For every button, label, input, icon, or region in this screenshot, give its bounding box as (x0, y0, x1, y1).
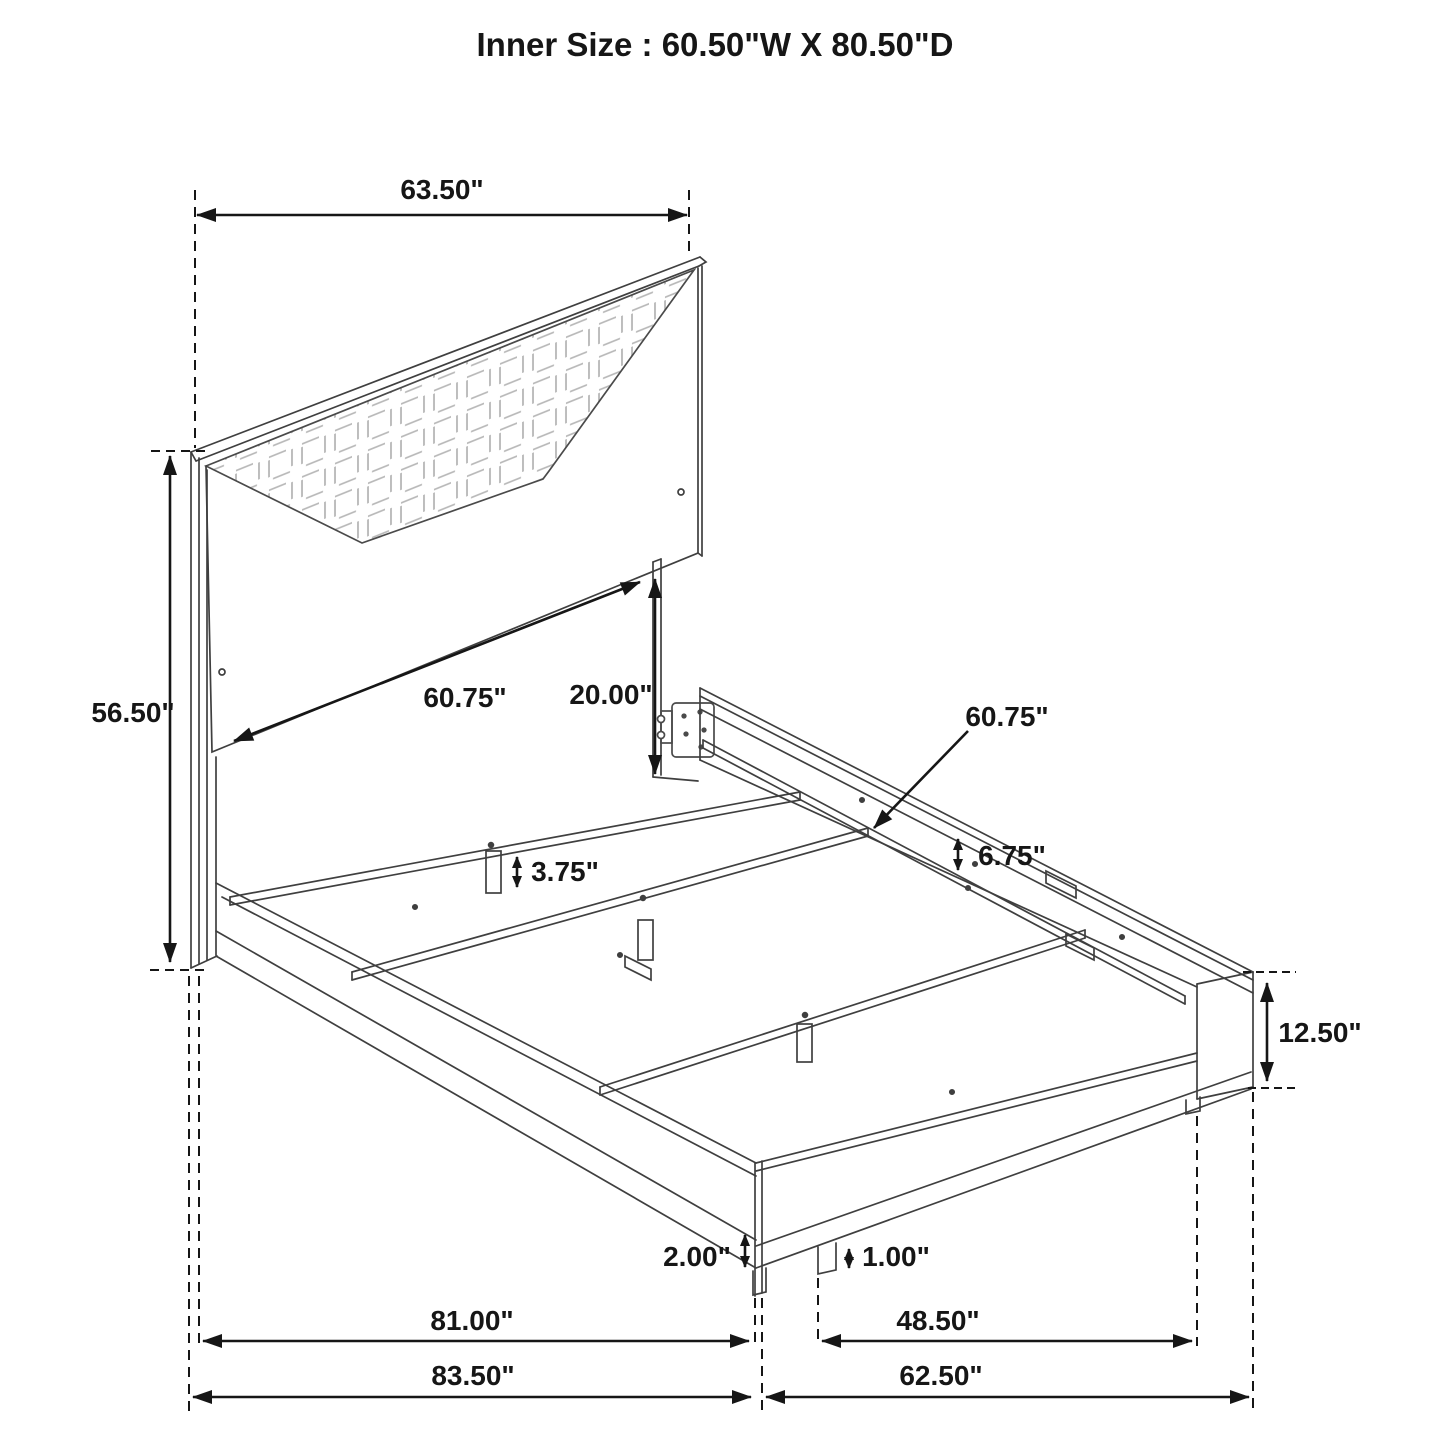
slat-2 (352, 828, 868, 980)
headboard-left-post (191, 452, 217, 968)
dim-label-panel-width: 60.75" (423, 682, 507, 713)
foot-glides (753, 1097, 1200, 1295)
dim-label-overall-width: 62.50" (899, 1360, 983, 1391)
slat-1 (230, 792, 800, 905)
dim-label-overall-length: 83.50" (431, 1360, 515, 1391)
dimension-annotations (150, 190, 1296, 1412)
dim-slat-width-pointer (874, 731, 968, 828)
footboard (755, 1053, 1251, 1296)
dim-label-foot-inner: 48.50" (896, 1305, 980, 1336)
extension-lines (189, 976, 1253, 1412)
dim-label-footboard-height: 12.50" (1278, 1017, 1362, 1048)
dim-label-inner-length: 81.00" (430, 1305, 514, 1336)
slat-3 (600, 930, 1085, 1095)
bed-frame-drawing (150, 220, 1253, 1296)
dim-label-rail-drop: 6.75" (978, 840, 1046, 871)
dim-label-glide-height: 1.00" (862, 1241, 930, 1272)
left-side-rail (216, 883, 756, 1268)
dim-label-slat-leg: 3.75" (531, 856, 599, 887)
dim-label-rail-clearance: 2.00" (663, 1241, 731, 1272)
diagram-title: Inner Size : 60.50"W X 80.50"D (476, 26, 954, 63)
dim-label-slat-width: 60.75" (965, 701, 1049, 732)
headboard-right-post (653, 559, 698, 781)
dim-panel-width-arrow (234, 582, 640, 741)
dim-label-headboard-leg: 20.00" (569, 679, 653, 710)
dim-label-headboard-height: 56.50" (91, 697, 175, 728)
dim-label-headboard-width: 63.50" (400, 174, 484, 205)
right-side-rail (700, 688, 1253, 993)
right-foot-post (1197, 972, 1253, 1099)
